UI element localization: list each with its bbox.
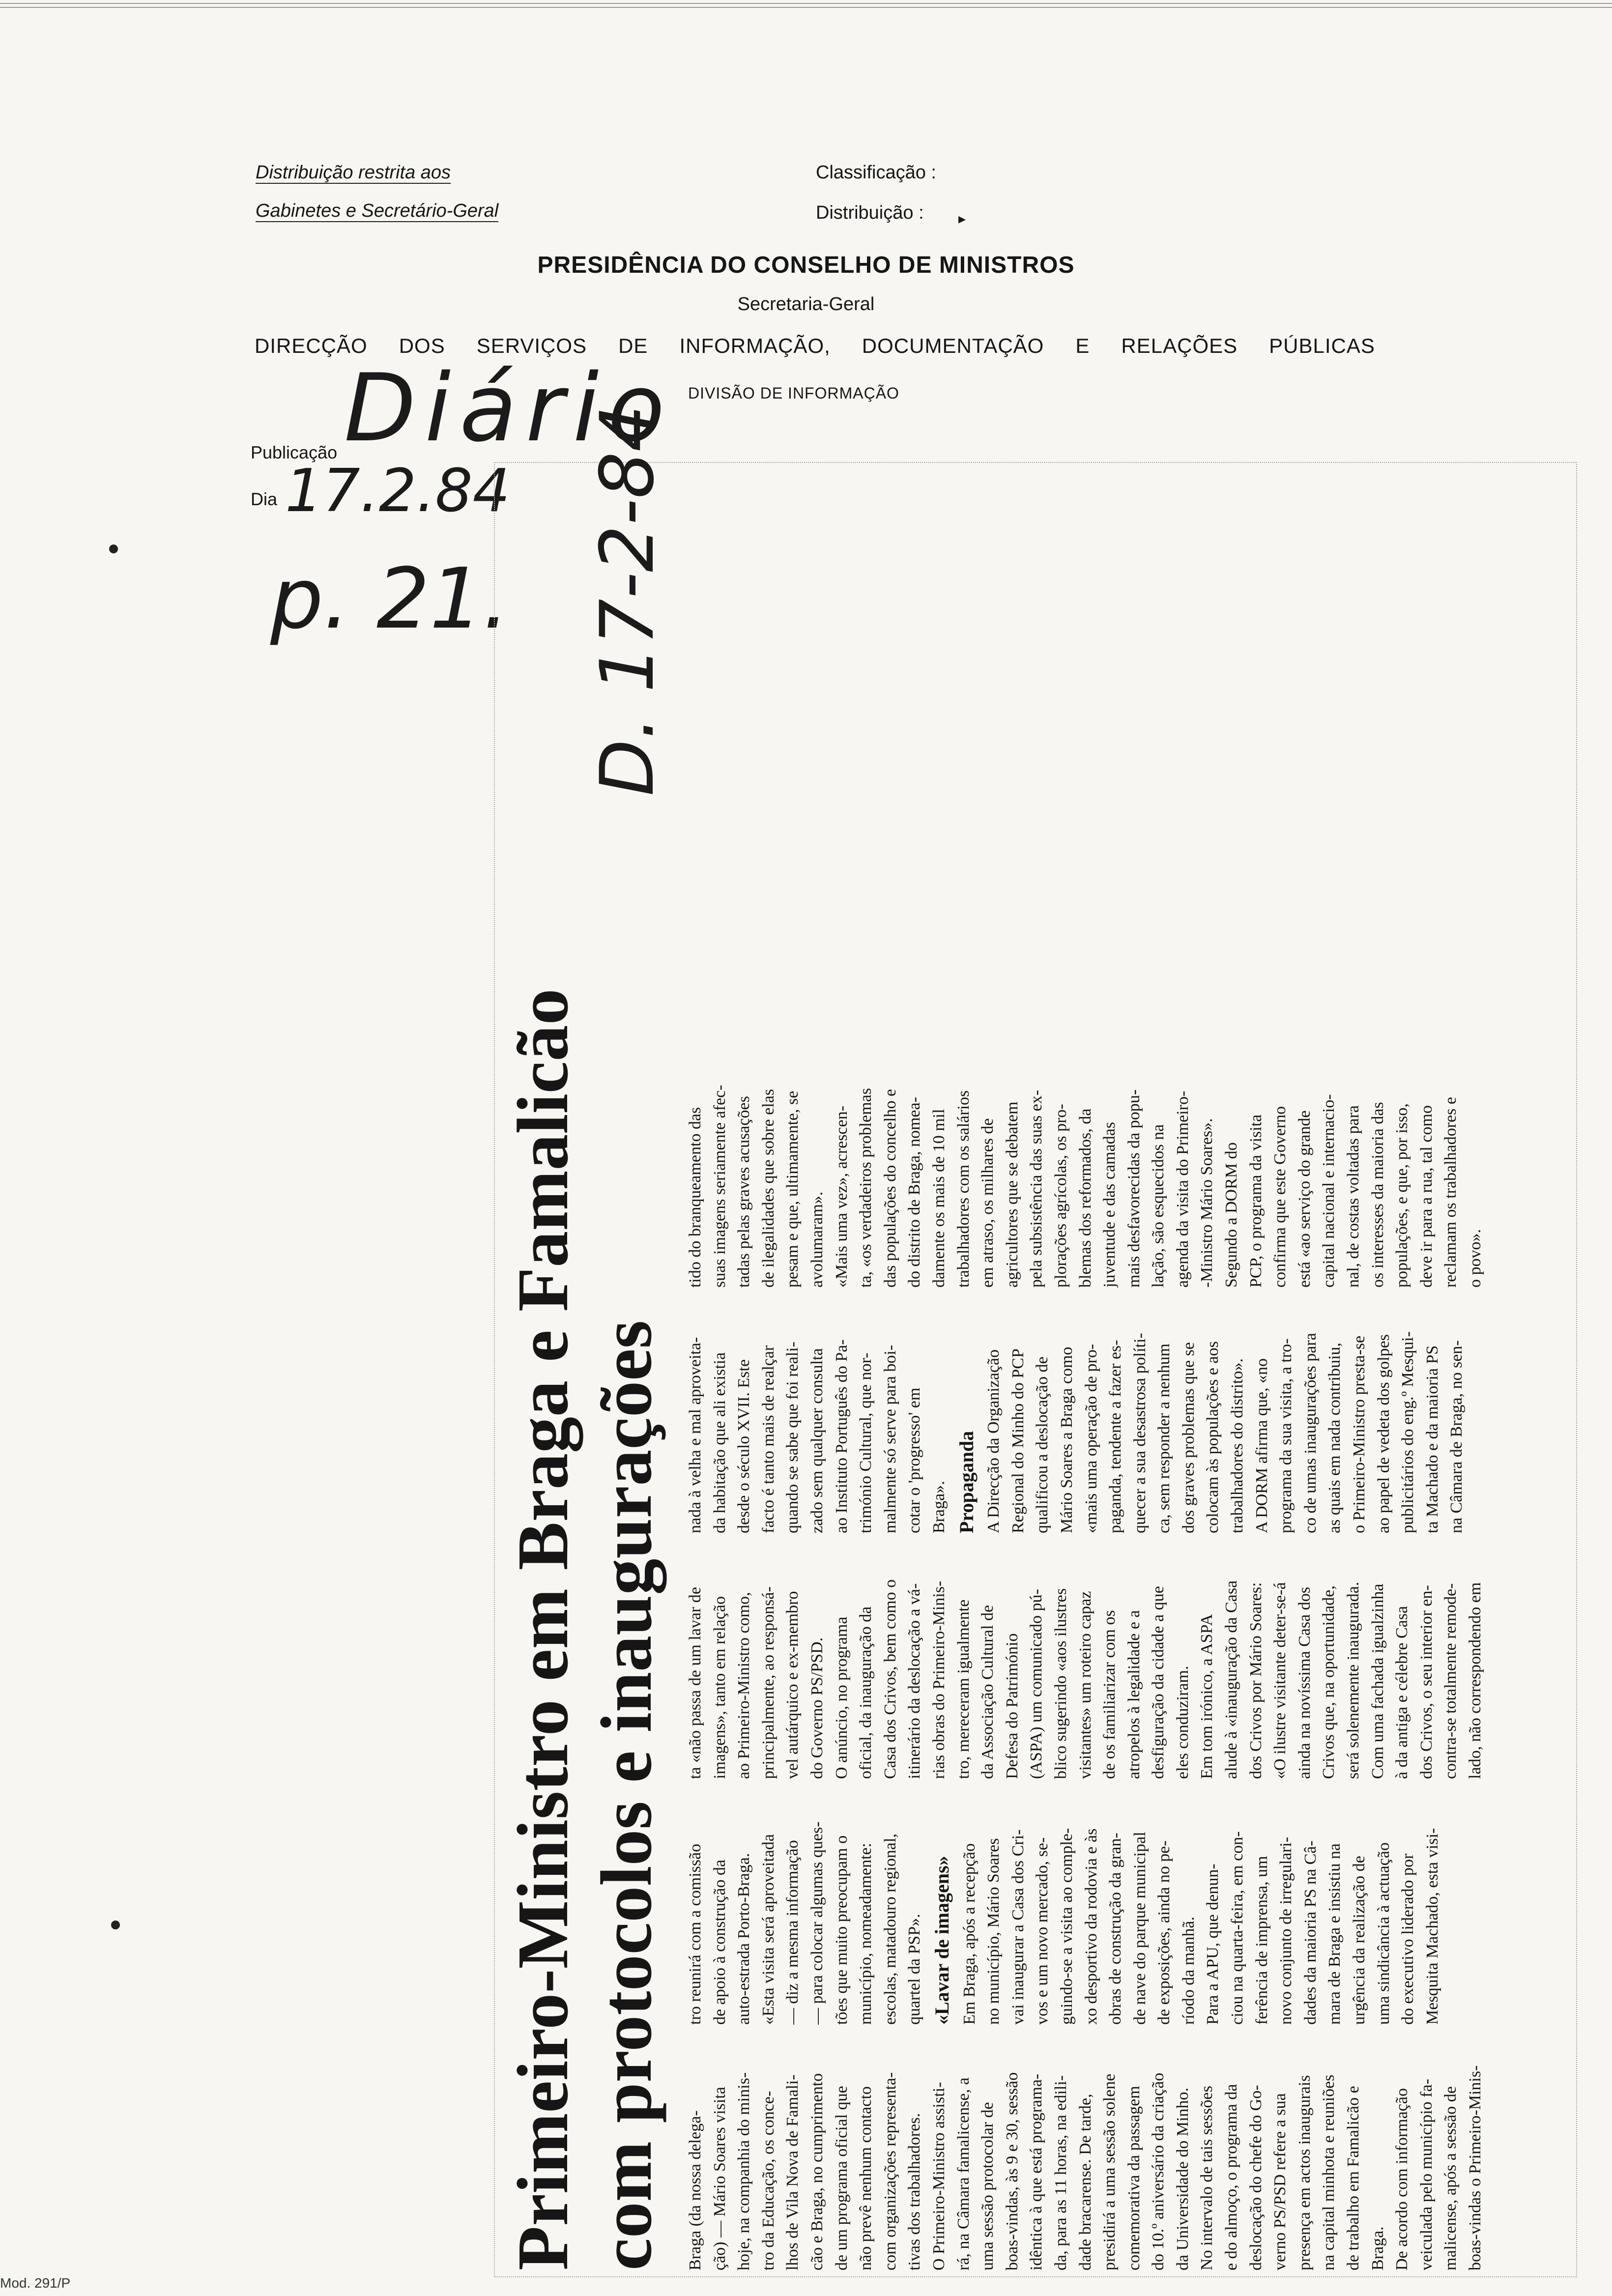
direccao-word: SERVIÇOS: [476, 334, 587, 357]
article-line: tro reunirá com a comissão: [686, 1843, 704, 2025]
article-line: auto-estrada Porto-Braga.: [735, 1853, 753, 2025]
article-line: à da antiga e célebre Casa: [1393, 1606, 1411, 1779]
article-line: tro da Educação, os conce-: [759, 2091, 777, 2270]
article-line: de ilegalidades que sobre elas: [759, 1089, 777, 1288]
article-line: deslocação do chefe do Go-: [1246, 2085, 1265, 2270]
article-line: trabalhadores do distrito».: [1228, 1358, 1247, 1533]
article-subheading: Propaganda: [955, 1431, 978, 1533]
article-line: o povo».: [1466, 1229, 1484, 1288]
article-line: blemas dos reformados, da: [1076, 1108, 1094, 1288]
article-line: uma sindicância à actuação: [1374, 1842, 1393, 2025]
dia-label: Dia: [251, 489, 278, 509]
article-line: -Ministro Mário Soares».: [1198, 1118, 1216, 1288]
article-line: Com uma fachada igualzinha: [1368, 1583, 1387, 1779]
handwritten-page: p. 21.: [270, 550, 510, 648]
article-subheading: «Lavar de imagens»: [930, 1856, 953, 2025]
article-line: quando se sabe que foi reali-: [783, 1342, 802, 1533]
article-line: Para a APU, que denun-: [1204, 1864, 1222, 2025]
article-line: mara de Braga e insistiu na: [1325, 1843, 1344, 2025]
distribuicao-label: Distribuição :: [816, 202, 924, 223]
article-line: visitantes» um roteiro capaz: [1076, 1591, 1094, 1779]
article-line: na Câmara de Braga, no sen-: [1447, 1340, 1466, 1533]
article-line: co de umas inaugurações para: [1301, 1333, 1320, 1533]
article-line: tido do branqueamento das: [686, 1107, 704, 1288]
article-line: quecer a sua desastrosa políti-: [1130, 1333, 1149, 1533]
article-column: [683, 1296, 1568, 1533]
article-line: de trabalho em Famalicão e: [1344, 2086, 1363, 2270]
article-line: O anúncio, no programa: [832, 1616, 851, 1779]
article-line: vel autárquico e ex-membro: [783, 1591, 802, 1779]
article-line: desfiguração da cidade a que: [1149, 1586, 1168, 1779]
article-line: ao Primeiro-Ministro como,: [735, 1592, 753, 1779]
article-line: idêntica à que está programa-: [1027, 2073, 1046, 2270]
punch-mark: [111, 1921, 120, 1929]
article-line: do Governo PS/PSD.: [807, 1637, 826, 1779]
article-line: cotar o 'progresso' em: [905, 1387, 924, 1533]
article-line: trimónio Cultural, que nor-: [857, 1352, 875, 1533]
article-line: principalmente, ao responsá-: [759, 1586, 777, 1779]
article-line: do 10.º aniversário da criação: [1149, 2072, 1168, 2270]
article-line: presença em actos inaugurais: [1295, 2075, 1314, 2270]
article-line: eles conduziram.: [1173, 1665, 1192, 1779]
article-line: Em tom irónico, a ASPA: [1198, 1614, 1216, 1779]
article-line: suas imagens seriamente afec-: [710, 1085, 729, 1288]
article-line: veiculada pelo município fa-: [1417, 2079, 1436, 2270]
article-line: O Primeiro-Ministro assisti-: [929, 2082, 948, 2270]
handwritten-date: 17.2.84: [285, 457, 511, 525]
article-line: cão e Braga, no cumprimento: [807, 2073, 826, 2270]
article-line: na capital minhota e reuniões: [1320, 2074, 1338, 2270]
article-line: oficial, da inauguração da: [857, 1606, 875, 1779]
article-line: pela subsistência das suas ex-: [1027, 1090, 1046, 1288]
article-line: capital nacional e internacio-: [1320, 1094, 1338, 1288]
article-line: «O ilustre visitante deter-se-á: [1271, 1582, 1290, 1779]
article-line: ta, «os verdadeiros problemas: [857, 1088, 875, 1288]
article-line: juventude e das camadas: [1100, 1121, 1119, 1288]
article-line: agricultores que se debatem: [1003, 1101, 1021, 1288]
article-line: dade bracarense. De tarde,: [1076, 2094, 1094, 2270]
article-line: quartel da PSP».: [905, 1914, 924, 2025]
article-line: tadas pelas graves acusações: [735, 1096, 753, 1288]
article-line: Casa dos Crivos, bem como o: [881, 1579, 899, 1779]
article-line: de apoio à construção da: [710, 1859, 729, 2025]
article-line: alude à «inauguração da Casa: [1222, 1580, 1241, 1779]
article-line: pesam e que, ultimamente, se: [783, 1091, 802, 1288]
article-line: ao Instituto Português do Pa-: [832, 1339, 851, 1533]
presidencia-heading: PRESIDÊNCIA DO CONSELHO DE MINISTROS: [537, 252, 1075, 278]
direccao-word: INFORMAÇÃO,: [679, 334, 831, 357]
article-line: uma sessão protocolar de: [979, 2102, 997, 2270]
article-line: paganda, tendente a fazer es-: [1106, 1340, 1125, 1533]
article-line: damente os mais de 10 mil: [929, 1109, 948, 1288]
top-rule: [0, 7, 1612, 8]
article-line: tões que muito preocupam o: [832, 1835, 851, 2025]
article-line: dades da maioria PS na Câ-: [1301, 1840, 1320, 2025]
divisao-informacao: DIVISÃO DE INFORMAÇÃO: [688, 384, 899, 402]
article-line: Crivos que, na oportunidade,: [1320, 1585, 1338, 1779]
article-line: em atraso, os milhares de: [979, 1118, 997, 1288]
article-line: ca, sem responder a nenhum: [1155, 1343, 1174, 1533]
article-line: os interesses da maioria das: [1368, 1102, 1387, 1288]
article-line: «Mais uma vez», acrescen-: [832, 1105, 851, 1288]
article-line: rias obras do Primeiro-Minis-: [929, 1580, 948, 1779]
article-line: Segundo a DORM do: [1222, 1142, 1241, 1288]
article-line: da, para as 11 horas, na edili-: [1051, 2075, 1070, 2270]
article-line: e do almoço, o programa da: [1222, 2084, 1241, 2270]
article-column: [683, 1542, 1568, 1779]
article-line: No intervalo de tais sessões: [1198, 2086, 1216, 2270]
article-line: atropelos à legalidade e a: [1124, 1610, 1143, 1779]
article-line: trabalhadores com os salários: [954, 1090, 973, 1288]
article-line: do executivo liderado por: [1399, 1853, 1417, 2025]
restriction-line-2: Gabinetes e Secretário-Geral: [256, 201, 499, 221]
article-line: de um programa oficial que: [832, 2086, 851, 2270]
article-line: reclamam os trabalhadores e: [1441, 1097, 1460, 1288]
article-line: «mais uma operação de pro-: [1082, 1344, 1100, 1533]
article-line: imagens», tanto em relação: [710, 1596, 729, 1779]
article-line: tivas dos trabalhadores.: [905, 2113, 924, 2270]
punch-mark: [109, 545, 118, 553]
article-line: Braga (da nossa delega-: [686, 2110, 704, 2270]
publicacao-label: Publicação: [251, 442, 338, 462]
headline-line-1: Primeiro-Ministro em Braga e Famalicão: [503, 988, 583, 2270]
article-line: escolas, matadouro regional,: [881, 1834, 899, 2025]
article-line: zado sem qualquer consulta: [807, 1348, 826, 1533]
article-line: da Associação Cultural de: [979, 1605, 997, 1779]
article-line: De acordo com informação: [1393, 2088, 1411, 2270]
article-line: da Universidade do Minho.: [1173, 2087, 1192, 2270]
article-line: verno PS/PSD refere a sua: [1271, 2093, 1290, 2270]
article-line: dos Crivos, o seu interior en-: [1417, 1585, 1436, 1779]
article-line: está «ao serviço do grande: [1295, 1110, 1314, 1288]
article-line: plorações agrícolas, os pro-: [1051, 1104, 1070, 1288]
article-line: ciou na quarta-feira, em con-: [1228, 1831, 1247, 2025]
article-line: comemorativa da passagem: [1124, 2086, 1143, 2270]
direccao-word: DIRECÇÃO: [255, 334, 368, 357]
tick-mark: ▸: [958, 211, 966, 227]
article-line: o Primeiro-Ministro presta-se: [1350, 1335, 1369, 1533]
restriction-line-1: Distribuição restrita aos: [256, 162, 451, 183]
article-line: agenda da visita do Primeiro-: [1173, 1091, 1192, 1288]
article-line: Regional do Minho do PCP: [1008, 1349, 1027, 1533]
model-code: Mod. 291/P: [0, 2275, 71, 2291]
article-line: blico sugerindo «aos ilustres: [1051, 1588, 1070, 1779]
article-line: colocam às populações e aos: [1204, 1341, 1222, 1533]
article-line: obras de construção da gran-: [1106, 1833, 1125, 2025]
direccao-word: E: [1075, 334, 1090, 357]
article-line: lhos de Vila Nova de Famali-: [783, 2074, 802, 2270]
article-line: publicitários do eng.º Mesqui-: [1399, 1331, 1417, 1533]
article-line: deve ir para a rua, tal como: [1417, 1105, 1436, 1288]
article-line: A Direcção da Organização: [984, 1349, 1003, 1533]
article-line: ríodo da manhã.: [1179, 1917, 1198, 2025]
article-line: Mário Soares a Braga como: [1057, 1347, 1076, 1533]
article-line: dos Crivos por Mário Soares:: [1246, 1582, 1265, 1779]
article-line: vos e um novo mercado, se-: [1033, 1837, 1052, 2025]
article-line: vai inaugurar a Casa dos Cri-: [1008, 1829, 1027, 2025]
article-line: de exposições, ainda no pe-: [1155, 1840, 1174, 2025]
article-line: boas-vindas o Primeiro-Minis-: [1466, 2065, 1484, 2270]
direccao-word: PÚBLICAS: [1269, 334, 1375, 357]
article-line: avolumaram».: [807, 1191, 826, 1288]
article-line: hoje, na companhia do minis-: [735, 2072, 753, 2270]
article-line: ferência de imprensa, um: [1252, 1856, 1271, 2025]
article-line: Defesa do Património: [1003, 1633, 1021, 1779]
article-line: — para colocar algumas ques-: [807, 1821, 826, 2025]
article-column: [683, 1051, 1568, 1288]
article-line: do distrito de Braga, nomea-: [905, 1096, 924, 1288]
direccao-word: DE: [618, 334, 648, 357]
direccao-word: RELAÇÕES: [1121, 334, 1238, 357]
article-line: Em Braga, após a recepção: [960, 1843, 979, 2025]
article-line: novo conjunto de irregulari-: [1277, 1837, 1295, 2025]
article-line: xo desportivo da rodovia e às: [1082, 1828, 1100, 2025]
article-line: nal, de costas voltadas para: [1344, 1105, 1363, 1288]
article-line: facto é tanto mais de realçar: [759, 1345, 777, 1533]
article-line: ta «não passa de um lavar de: [686, 1587, 704, 1779]
top-rule: [0, 3, 1612, 4]
headline-line-2: com protocolos e inaugurações: [586, 1320, 667, 2270]
article-line: contra-se totalmente remode-: [1441, 1583, 1460, 1779]
article-line: itinerário da deslocação a vá-: [905, 1583, 924, 1779]
article-line: qualificou a deslocação de: [1033, 1356, 1052, 1533]
handwritten-publication: Diário: [344, 354, 674, 462]
article-line: boas-vindas, às 9 e 30, sessão: [1003, 2072, 1021, 2270]
article-line: (ASPA) um comunicado pú-: [1027, 1589, 1046, 1779]
article-line: da habitação que ali existia: [710, 1352, 729, 1533]
article-line: de nave do parque municipal: [1130, 1832, 1149, 2025]
article-line: Braga».: [929, 1481, 948, 1533]
article-line: ao papel de vedeta dos golpes: [1374, 1334, 1393, 1533]
article-line: confirma que este Governo: [1271, 1106, 1290, 1288]
direccao-word: DOS: [399, 334, 445, 357]
article-line: ta Machado e da maioria PS: [1423, 1345, 1441, 1533]
article-line: «Esta visita será aproveitada: [759, 1834, 777, 2025]
article-line: lação, são esquecidos na: [1149, 1124, 1168, 1288]
article-line: populações, e que, por isso,: [1393, 1103, 1411, 1288]
article-line: dos graves problemas que se: [1179, 1342, 1198, 1533]
article-line: com organizações representa-: [881, 2072, 899, 2270]
handwritten-margin-note: D. 17-2-84: [585, 404, 670, 796]
article-line: rá, na Câmara famalicense, a: [954, 2077, 973, 2270]
article-line: das populações do concelho e: [881, 1089, 899, 1288]
article-line: não prevê nenhum contacto: [857, 2086, 875, 2270]
article-line: município, nomeadamente:: [857, 1842, 875, 2025]
article-line: ção) — Mário Soares visita: [710, 2087, 729, 2270]
article-line: lado, não correspondendo em: [1466, 1582, 1484, 1779]
article-line: programa da sua visita, a tro-: [1277, 1338, 1295, 1533]
article-line: guindo-se a visita ao comple-: [1057, 1828, 1076, 2025]
article-line: será solenemente inaugurada.: [1344, 1581, 1363, 1779]
article-line: nada à velha e mal aproveita-: [686, 1337, 704, 1533]
classificacao-label: Classificação :: [816, 162, 936, 183]
article-line: — diz a mesma informação: [783, 1840, 802, 2025]
article-line: no município, Mário Soares: [984, 1838, 1003, 2025]
article-line: mais desfavorecidas da popu-: [1124, 1089, 1143, 1288]
article-line: malmente só serve para boi-: [881, 1345, 899, 1533]
article-line: tro, mereceram igualmente: [954, 1599, 973, 1779]
article-line: malicense, após a sessão de: [1441, 2086, 1460, 2270]
article-line: ainda na novíssima Casa dos: [1295, 1587, 1314, 1779]
article-line: urgência da realização de: [1350, 1856, 1369, 2025]
article-line: PCP, o programa da visita: [1246, 1114, 1265, 1288]
article-line: de os familiarizar com os: [1100, 1610, 1119, 1779]
article-line: as quais em nada contribuiu,: [1325, 1342, 1344, 1533]
article-column: [683, 2034, 1568, 2270]
article-line: presidirá a uma sessão solene: [1100, 2073, 1119, 2270]
article-column: [683, 1788, 1568, 2025]
article-line: A DORM afirma que, «no: [1252, 1358, 1271, 1533]
article-line: Braga.: [1368, 2226, 1387, 2270]
direccao-word: DOCUMENTAÇÃO: [862, 334, 1044, 357]
article-line: desde o século XVII. Este: [735, 1359, 753, 1533]
article-line: Mesquita Machado, esta visi-: [1423, 1828, 1441, 2025]
secretaria-geral: Secretaria-Geral: [737, 294, 875, 315]
